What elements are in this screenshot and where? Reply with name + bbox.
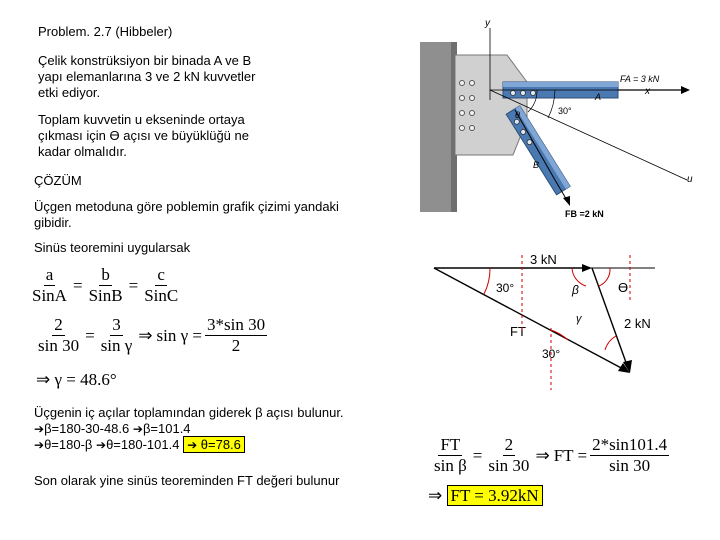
fraction: $\frac{2}{\sin 30}$: [38, 315, 80, 355]
ft-result: [428, 486, 543, 506]
ft-result-highlight: FT = 3.92kN: [447, 485, 543, 506]
theta-result-highlight: ➔ θ=78.6: [183, 436, 245, 453]
three-kn-arrowhead: [582, 264, 592, 272]
label-x: x: [645, 86, 650, 97]
statement-line: etki ediyor.: [38, 85, 101, 100]
arrow-right-icon: ➔: [34, 422, 45, 436]
fraction: $\frac{3*\sin 30}{2}$: [207, 315, 266, 355]
solution-heading: ÇÖZÜM: [34, 173, 82, 188]
label-a: A: [595, 92, 602, 102]
label-30-top: 30°: [558, 106, 572, 116]
fraction: $\frac{c}{\text{SinC}}$: [144, 265, 179, 305]
gamma-result: ⇒ γ = 48.6°: [36, 370, 117, 389]
wall: [420, 42, 456, 212]
statement-line: Çelik konstrüksiyon bir binada A ve B: [38, 53, 252, 68]
fa-arrowhead: [681, 86, 690, 94]
implies-icon: ⇒: [36, 370, 55, 389]
arrow-right-icon: ➔: [187, 438, 198, 452]
beta-steps: ➔β=180-30-48.6 ➔β=101.4: [34, 421, 191, 436]
arrow-right-icon: ➔: [96, 438, 107, 452]
theta-steps: ➔θ=180-β ➔θ=180-101.4 ➔ θ=78.6: [34, 437, 245, 453]
arrow-right-icon: ➔: [34, 438, 45, 452]
fraction: $\frac{3}{\text{sin γ}}$: [100, 315, 133, 355]
member-a-flange: [503, 82, 618, 87]
label-30a: 30°: [496, 281, 515, 295]
label-3kn: 3 kN: [530, 252, 557, 267]
ft-arrow: [434, 268, 625, 370]
label-theta-top: θ: [515, 110, 520, 120]
arc-theta: [599, 268, 610, 286]
method-text: [34, 199, 339, 231]
fraction: $\frac{FT}{\text{sin β}}$: [434, 435, 467, 475]
problem-title: Problem. 2.7 (Hibbeler): [38, 24, 173, 39]
implies-icon: ⇒: [428, 486, 447, 505]
fraction: $\frac{b}{\text{SinB}}$: [88, 265, 123, 305]
sine-rule-equation: $\frac{a}{\text{SinA}}$ = $\frac{b}{\text{SinB}}$ = $\frac{c}{\text{SinC}}$: [32, 265, 179, 305]
arc-gamma: [605, 336, 616, 350]
gamma-equation: $\frac{2}{\sin 30}$ = $\frac{3}{\text{sin γ}}$ ⇒ sin γ = $\frac{3*\sin 30}{2}$: [38, 315, 266, 355]
method-line: gibidir.: [34, 215, 72, 230]
label-gamma: γ: [576, 313, 582, 325]
final-line-text: Son olarak yine sinüs teoreminden FT değeri bulunur: [34, 473, 340, 488]
method-line: Üçgen metoduna göre poblemin grafik çizimi yandaki: [34, 199, 339, 214]
implies-icon: ⇒: [138, 325, 153, 345]
fraction: $\frac{2*\sin 101.4}{\sin 30}$: [592, 435, 668, 475]
label-beta: β: [572, 283, 579, 297]
member-a-bolts: [511, 91, 536, 96]
label-y: y: [485, 18, 490, 29]
label-b: B: [533, 160, 540, 170]
question-line: kadar olmalıdır.: [38, 144, 127, 159]
label-fa: FA = 3 kN: [620, 74, 660, 84]
label-2kn: 2 kN: [624, 316, 651, 331]
fraction: $\frac{a}{\text{SinA}}$: [32, 265, 67, 305]
fb-arrowhead: [563, 196, 570, 206]
label-u: u: [687, 174, 693, 185]
sine-rule-text: Sinüs teoremini uygularsak: [34, 240, 191, 255]
label-30b: 30°: [542, 347, 561, 361]
arc-30a: [484, 268, 490, 294]
vector-triangle: [420, 250, 660, 390]
gusset-plate: [455, 55, 527, 155]
ft-equation: $\frac{FT}{\text{sin β}}$ = $\frac{2}{\sin 30}$ ⇒ FT = $\frac{2*\sin 101.4}{\sin 30}$: [434, 435, 668, 475]
fraction: $\frac{2}{\sin 30}$: [488, 435, 530, 475]
label-ft: FT: [510, 324, 526, 339]
arrow-right-icon: ➔: [132, 422, 143, 436]
label-fb: FB =2 kN: [565, 209, 604, 219]
problem-question: [38, 112, 249, 160]
connection-figure: [415, 10, 715, 230]
question-line: Toplam kuvvetin u ekseninde ortaya: [38, 112, 245, 127]
question-line: çıkması için Ө açısı ve büyüklüğü ne: [38, 128, 249, 143]
angle-sum-text: Üçgenin iç açılar toplamından giderek β açısı bulunur.: [34, 405, 344, 420]
label-theta: Ө: [618, 280, 629, 295]
implies-icon: ⇒: [535, 445, 550, 465]
problem-statement: [38, 53, 256, 101]
statement-line: yapı elemanlarına 3 ve 2 kN kuvvetler: [38, 69, 256, 84]
